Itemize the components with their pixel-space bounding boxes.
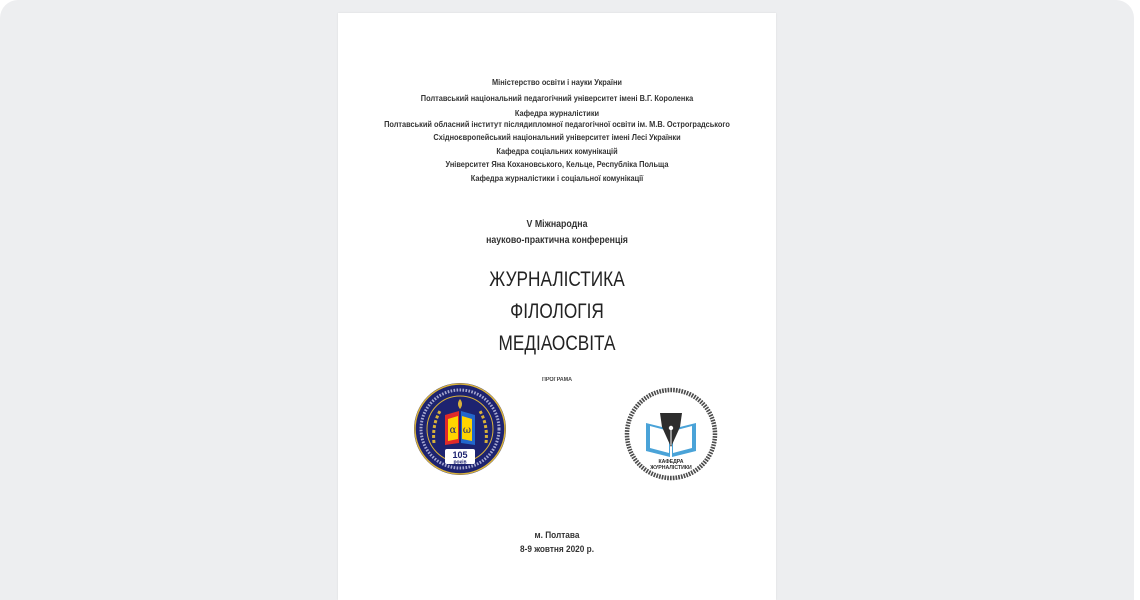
institution-line: Полтавський національний педагогічний університет імені В.Г. Короленка bbox=[420, 93, 694, 103]
institution-line: Кафедра журналістики і соціальної комунікації bbox=[470, 173, 644, 183]
title-line-journalism: ЖУРНАЛІСТИКА bbox=[489, 268, 625, 291]
institution-line: Університет Яна Кохановського, Кельце, Республіка Польща bbox=[445, 159, 669, 169]
svg-text:ω: ω bbox=[462, 425, 472, 436]
title-line-philology: ФІЛОЛОГІЯ bbox=[510, 300, 604, 323]
institution-line: Міністерство освіти і науки України bbox=[492, 77, 622, 87]
conference-type: науково-практична конференція bbox=[486, 235, 628, 246]
university-emblem-icon bbox=[412, 381, 508, 477]
years-word: років bbox=[453, 459, 467, 466]
journalism-department-emblem-icon bbox=[620, 383, 722, 485]
svg-text:α: α bbox=[449, 425, 457, 436]
program-label: ПРОГРАМА bbox=[541, 377, 573, 383]
institution-line: Східноєвропейський національний університет імені Лесі Українки bbox=[433, 132, 681, 142]
conference-number: V Міжнародна bbox=[526, 219, 588, 230]
institution-line: Кафедра соціальних комунікацій bbox=[496, 146, 618, 156]
city: м. Полтава bbox=[534, 529, 580, 540]
dates: 8-9 жовтня 2020 р. bbox=[520, 543, 594, 554]
dept-caption-line1: КАФЕДРА bbox=[658, 459, 684, 465]
institution-line: Полтавський обласний інститут післядипломної педагогічної освіти ім. М.В. Остроградського bbox=[384, 119, 730, 129]
document-page bbox=[338, 13, 776, 600]
dept-caption-line2: ЖУРНАЛІСТИКИ bbox=[650, 465, 692, 471]
title-line-media-education: МЕДІАОСВІТА bbox=[498, 332, 616, 355]
years-number: 105 bbox=[452, 450, 468, 460]
institution-line: Кафедра журналістики bbox=[514, 108, 600, 118]
